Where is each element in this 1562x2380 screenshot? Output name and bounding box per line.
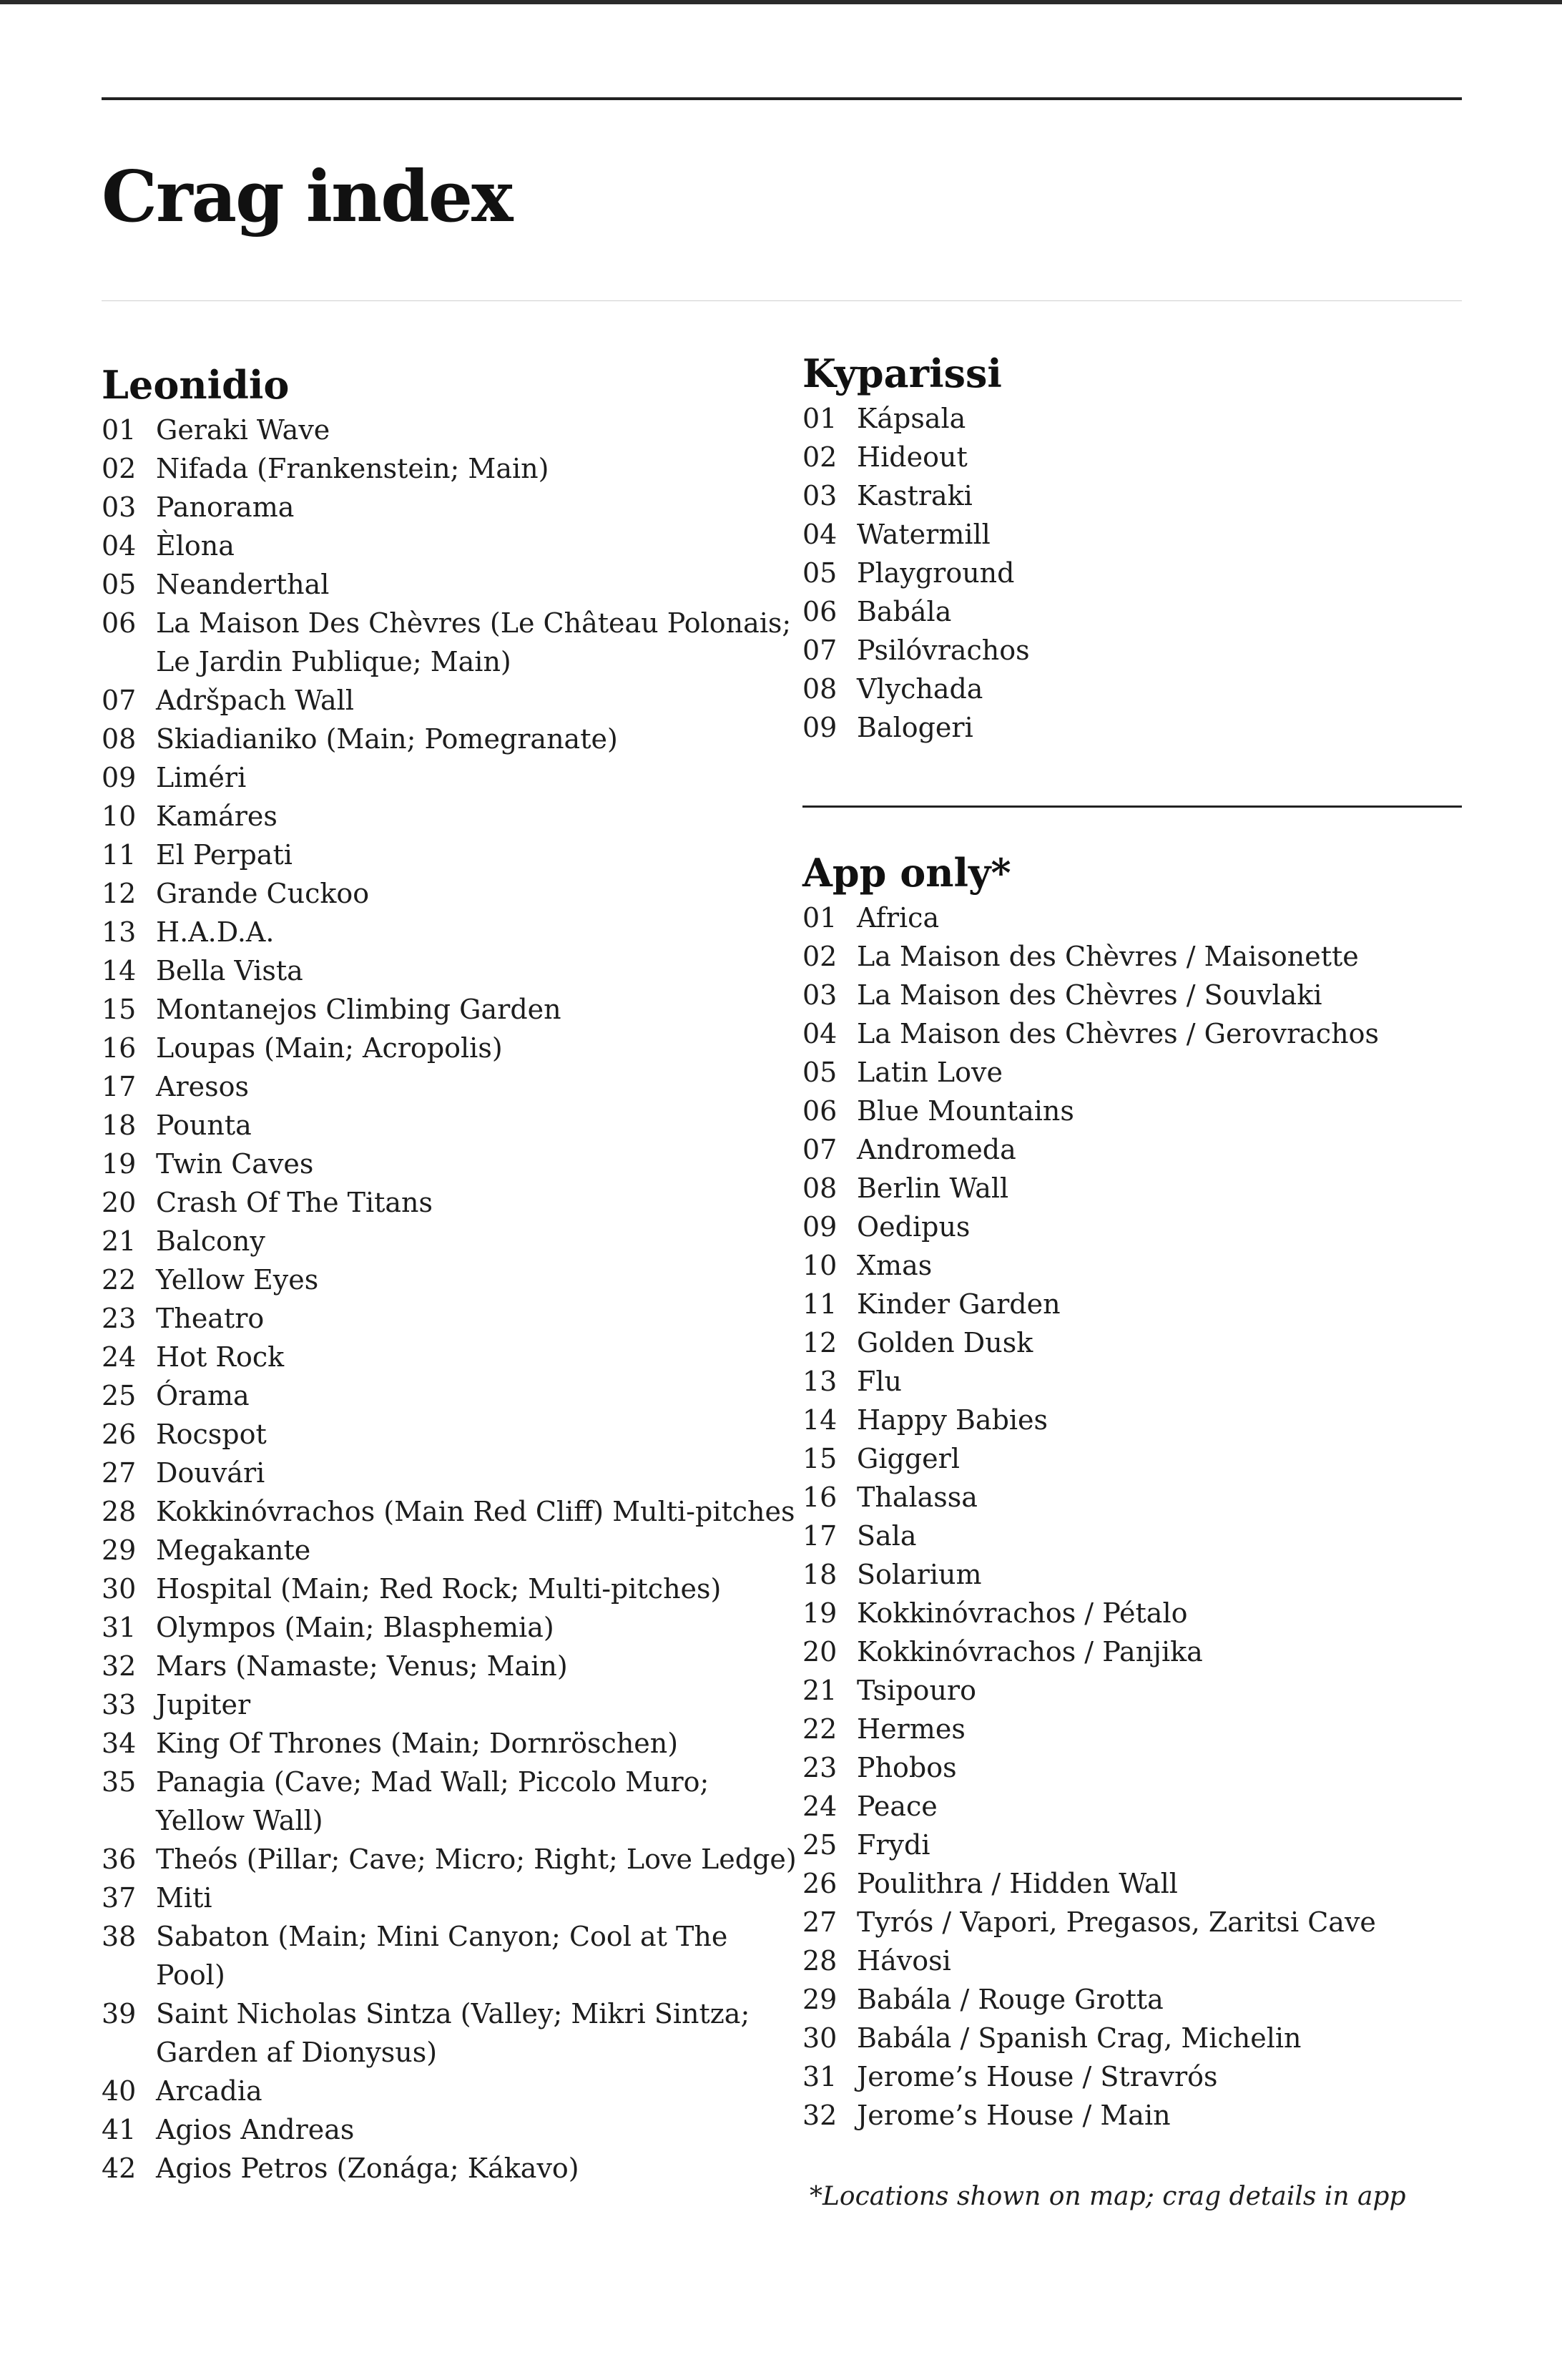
crag-number: 22 (102, 1264, 137, 1296)
crag-number: 41 (102, 2114, 137, 2145)
crag-name: Blue Mountains (857, 1095, 1074, 1127)
crag-number: 26 (102, 1419, 137, 1450)
crag-name: La Maison des Chèvres / Gerovrachos (857, 1018, 1379, 1049)
crag-name: Skiadianiko (Main; Pomegranate) (156, 723, 618, 755)
list-item (802, 1246, 1475, 1285)
crag-name: Mars (Namaste; Venus; Main) (156, 1650, 568, 1682)
crag-number: 13 (802, 1366, 838, 1397)
crag-name: Nifada (Frankenstein; Main) (156, 453, 549, 484)
page-edge (0, 0, 1562, 4)
list-item (802, 1903, 1475, 1941)
list-item (802, 1439, 1475, 1478)
list-item (102, 604, 802, 681)
list-item (102, 681, 802, 720)
list-item (102, 1724, 802, 1763)
crag-number: 04 (102, 530, 137, 562)
list-item (102, 1531, 802, 1569)
list-item (802, 554, 1475, 592)
list-item (802, 708, 1475, 747)
crag-number: 05 (802, 1057, 838, 1088)
crag-name: Frydi (857, 1829, 930, 1861)
crag-name: Babála / Spanish Crag, Michelin (857, 2022, 1302, 2054)
list-item (102, 874, 802, 913)
crag-name: Babála (857, 596, 952, 627)
crag-number: 21 (802, 1675, 838, 1706)
crag-name: Latin Love (857, 1057, 1003, 1088)
crag-name: Theatro (156, 1303, 265, 1334)
list-item (802, 1285, 1475, 1323)
crag-name: Happy Babies (857, 1404, 1048, 1436)
crag-number: 29 (102, 1534, 137, 1566)
list-item (102, 990, 802, 1029)
crag-number: 37 (102, 1882, 137, 1914)
crag-number: 19 (802, 1597, 838, 1629)
list-item (102, 1492, 802, 1531)
list-item (802, 1053, 1475, 1092)
list-item (102, 565, 802, 604)
list-item (102, 1106, 802, 1145)
crag-number: 21 (102, 1225, 137, 1257)
crag-number: 07 (802, 635, 838, 666)
crag-number: 15 (102, 994, 137, 1025)
crag-name: Douvári (156, 1457, 265, 1489)
crag-name: Babála / Rouge Grotta (857, 1984, 1164, 2015)
list-item (802, 476, 1475, 515)
crag-number: 32 (802, 2100, 838, 2131)
title-divider (102, 300, 1462, 301)
crag-name: Africa (857, 902, 940, 934)
list-item (802, 1169, 1475, 1208)
section-heading-kyparissi: Kyparissi (802, 351, 1002, 396)
list-item (102, 1145, 802, 1183)
crag-name: Hideout (857, 441, 968, 473)
crag-number: 24 (102, 1341, 137, 1373)
leonidio-section (102, 362, 802, 2188)
list-item (802, 898, 1475, 937)
list-item (102, 1917, 802, 1994)
list-item (102, 951, 802, 990)
list-item (102, 527, 802, 565)
crag-name: Èlona (156, 530, 235, 562)
crag-name: Watermill (857, 519, 991, 550)
crag-number: 25 (102, 1380, 137, 1411)
crag-list-leonidio (102, 411, 802, 2188)
crag-name: Miti (156, 1882, 212, 1914)
list-item (802, 1478, 1475, 1517)
crag-name: Tyrós / Vapori, Pregasos, Zaritsi Cave (857, 1906, 1376, 1938)
list-item (802, 1748, 1475, 1787)
list-item (102, 1647, 802, 1685)
crag-number: 02 (802, 441, 838, 473)
crag-number: 20 (102, 1187, 137, 1218)
crag-number: 16 (102, 1032, 137, 1064)
crag-number: 22 (802, 1713, 838, 1745)
crag-name: Arcadia (156, 2075, 262, 2107)
crag-name: King Of Thrones (Main; Dornröschen) (156, 1728, 679, 1759)
crag-name: Kinder Garden (857, 1288, 1061, 1320)
list-item (102, 2149, 802, 2188)
crag-name: La Maison des Chèvres / Maisonette (857, 941, 1359, 972)
list-item (102, 488, 802, 527)
list-item (802, 1671, 1475, 1710)
crag-number: 30 (802, 2022, 838, 2054)
crag-number: 05 (802, 557, 838, 589)
list-item (802, 592, 1475, 631)
crag-number: 12 (802, 1327, 838, 1358)
crag-number: 33 (102, 1689, 137, 1720)
crag-number: 01 (802, 403, 838, 434)
list-item (802, 1787, 1475, 1826)
crag-number: 27 (102, 1457, 137, 1489)
crag-number: 09 (802, 712, 838, 743)
crag-number: 09 (802, 1211, 838, 1243)
crag-name: Agios Petros (Zonága; Kákavo) (156, 2153, 579, 2184)
list-item (102, 720, 802, 758)
list-item (802, 631, 1475, 670)
crag-number: 31 (802, 2061, 838, 2092)
crag-number: 23 (802, 1752, 838, 1783)
app-only-section (802, 850, 1475, 2135)
page-title: Crag index (102, 156, 512, 238)
crag-number: 29 (802, 1984, 838, 2015)
list-item (802, 1864, 1475, 1903)
crag-number: 02 (102, 453, 137, 484)
crag-name: Flu (857, 1366, 902, 1397)
crag-number: 18 (102, 1110, 137, 1141)
crag-name: Peace (857, 1791, 938, 1822)
crag-name: Grande Cuckoo (156, 878, 370, 909)
crag-number: 36 (102, 1843, 137, 1875)
crag-number: 09 (102, 762, 137, 793)
crag-name: Hávosi (857, 1945, 951, 1977)
crag-number: 07 (802, 1134, 838, 1165)
crag-name: Berlin Wall (857, 1172, 1009, 1204)
crag-list-app-only (802, 898, 1475, 2135)
crag-name: Bella Vista (156, 955, 303, 986)
crag-number: 08 (802, 673, 838, 705)
list-item (802, 937, 1475, 976)
list-item (802, 1826, 1475, 1864)
list-item (102, 836, 802, 874)
footnote: *Locations shown on map; crag details in app (810, 2182, 1406, 2211)
list-item (102, 1067, 802, 1106)
crag-number: 11 (802, 1288, 838, 1320)
crag-name: Kápsala (857, 403, 966, 434)
crag-number: 01 (802, 902, 838, 934)
crag-name: Psilóvrachos (857, 635, 1030, 666)
crag-name: Agios Andreas (156, 2114, 355, 2145)
crag-number: 40 (102, 2075, 137, 2107)
crag-number: 03 (802, 480, 838, 511)
crag-name: Jupiter (156, 1689, 251, 1720)
crag-name: Montanejos Climbing Garden (156, 994, 561, 1025)
list-item (102, 1299, 802, 1338)
crag-number: 06 (802, 1095, 838, 1127)
crag-number: 25 (802, 1829, 838, 1861)
crag-number: 23 (102, 1303, 137, 1334)
crag-number: 02 (802, 941, 838, 972)
crag-number: 24 (802, 1791, 838, 1822)
crag-number: 08 (102, 723, 137, 755)
crag-name: H.A.D.A. (156, 916, 275, 948)
crag-number: 14 (802, 1404, 838, 1436)
crag-number: 04 (802, 519, 838, 550)
section-heading-leonidio: Leonidio (102, 362, 290, 408)
list-item (802, 515, 1475, 554)
crag-name: Andromeda (857, 1134, 1016, 1165)
crag-number: 17 (102, 1071, 137, 1102)
crag-number: 35 (102, 1766, 137, 1798)
crag-number: 18 (802, 1559, 838, 1590)
list-item (102, 797, 802, 836)
crag-number: 13 (102, 916, 137, 948)
crag-name: Aresos (156, 1071, 249, 1102)
list-item (102, 1569, 802, 1608)
crag-number: 28 (102, 1496, 137, 1527)
crag-name: Neanderthal (156, 569, 330, 600)
crag-name: Jerome’s House / Main (857, 2100, 1171, 2131)
list-item (802, 670, 1475, 708)
list-item (102, 449, 802, 488)
crag-number: 08 (802, 1172, 838, 1204)
list-item (102, 1183, 802, 1222)
crag-number: 31 (102, 1612, 137, 1643)
crag-name: El Perpati (156, 839, 293, 871)
list-item (102, 1994, 802, 2072)
crag-name: Balcony (156, 1225, 265, 1257)
list-item (802, 438, 1475, 476)
crag-name: Giggerl (857, 1443, 960, 1474)
list-item (802, 2096, 1475, 2135)
crag-name: Balogeri (857, 712, 973, 743)
crag-list-kyparissi (802, 399, 1475, 747)
crag-number: 06 (102, 607, 137, 639)
crag-number: 10 (802, 1250, 838, 1281)
crag-name: Playground (857, 557, 1015, 589)
crag-number: 04 (802, 1018, 838, 1049)
crag-name: Kamáres (156, 800, 277, 832)
crag-name: Tsipouro (857, 1675, 976, 1706)
crag-name: Poulithra / Hidden Wall (857, 1868, 1178, 1899)
crag-number: 17 (802, 1520, 838, 1552)
top-rule (102, 97, 1462, 100)
crag-name: Solarium (857, 1559, 982, 1590)
list-item (802, 399, 1475, 438)
list-item (802, 1362, 1475, 1401)
crag-number: 19 (102, 1148, 137, 1180)
crag-number: 05 (102, 569, 137, 600)
list-item (102, 1222, 802, 1260)
section-heading-app-only: App only* (802, 850, 1011, 896)
list-item (102, 1415, 802, 1454)
crag-name: Loupas (Main; Acropolis) (156, 1032, 503, 1064)
crag-name: Sabaton (Main; Mini Canyon; Cool at The Pool) (156, 1921, 728, 1991)
crag-name: Golden Dusk (857, 1327, 1033, 1358)
list-item (102, 2110, 802, 2149)
section-divider (802, 805, 1462, 808)
crag-name: La Maison Des Chèvres (Le Château Polonais; Le Jardin Publique; Main) (156, 607, 792, 677)
crag-name: Panorama (156, 491, 295, 523)
crag-number: 39 (102, 1998, 137, 2029)
crag-number: 27 (802, 1906, 838, 1938)
crag-name: Geraki Wave (156, 414, 330, 446)
crag-name: Vlychada (857, 673, 983, 705)
list-item (802, 1980, 1475, 2019)
crag-number: 30 (102, 1573, 137, 1605)
crag-number: 07 (102, 685, 137, 716)
list-item (102, 1879, 802, 1917)
crag-number: 34 (102, 1728, 137, 1759)
list-item (802, 1941, 1475, 1980)
kyparissi-section (802, 351, 1475, 747)
crag-name: Olympos (Main; Blasphemia) (156, 1612, 554, 1643)
list-item (102, 1840, 802, 1879)
crag-name: Hospital (Main; Red Rock; Multi-pitches) (156, 1573, 722, 1605)
crag-name: Kastraki (857, 480, 973, 511)
list-item (102, 913, 802, 951)
list-item (802, 1208, 1475, 1246)
crag-number: 01 (102, 414, 137, 446)
crag-name: Panagia (Cave; Mad Wall; Piccolo Muro; Yellow Wall) (156, 1766, 709, 1836)
crag-number: 03 (102, 491, 137, 523)
list-item (802, 2019, 1475, 2057)
list-item (802, 2057, 1475, 2096)
crag-number: 12 (102, 878, 137, 909)
list-item (102, 1763, 802, 1840)
list-item (102, 411, 802, 449)
crag-name: La Maison des Chèvres / Souvlaki (857, 979, 1322, 1011)
crag-name: Hermes (857, 1713, 966, 1745)
crag-name: Xmas (857, 1250, 933, 1281)
crag-name: Pounta (156, 1110, 252, 1141)
list-item (802, 1594, 1475, 1632)
crag-name: Kokkinóvrachos / Pétalo (857, 1597, 1188, 1629)
crag-number: 14 (102, 955, 137, 986)
crag-number: 10 (102, 800, 137, 832)
crag-name: Hot Rock (156, 1341, 285, 1373)
list-item (102, 1608, 802, 1647)
list-item (802, 1710, 1475, 1748)
list-item (802, 976, 1475, 1014)
list-item (802, 1014, 1475, 1053)
list-item (102, 1260, 802, 1299)
crag-name: Theós (Pillar; Cave; Micro; Right; Love Ledge) (156, 1843, 797, 1875)
crag-number: 15 (802, 1443, 838, 1474)
crag-number: 32 (102, 1650, 137, 1682)
crag-number: 06 (802, 596, 838, 627)
crag-name: Rocspot (156, 1419, 267, 1450)
crag-number: 11 (102, 839, 137, 871)
list-item (802, 1092, 1475, 1130)
crag-number: 28 (802, 1945, 838, 1977)
list-item (802, 1517, 1475, 1555)
list-item (102, 1029, 802, 1067)
crag-name: Sala (857, 1520, 917, 1552)
list-item (802, 1555, 1475, 1594)
list-item (802, 1323, 1475, 1362)
crag-name: Kokkinóvrachos / Panjika (857, 1636, 1203, 1668)
crag-name: Adršpach Wall (156, 685, 354, 716)
crag-name: Phobos (857, 1752, 957, 1783)
crag-name: Thalassa (857, 1482, 978, 1513)
crag-name: Jerome’s House / Stravrós (857, 2061, 1218, 2092)
crag-number: 20 (802, 1636, 838, 1668)
list-item (102, 1376, 802, 1415)
list-item (102, 1338, 802, 1376)
crag-name: Kokkinóvrachos (Main Red Cliff) Multi-pitches (156, 1496, 795, 1527)
crag-name: Liméri (156, 762, 247, 793)
list-item (102, 2072, 802, 2110)
crag-name: Twin Caves (156, 1148, 314, 1180)
crag-name: Oedipus (857, 1211, 971, 1243)
list-item (802, 1130, 1475, 1169)
crag-number: 16 (802, 1482, 838, 1513)
list-item (802, 1401, 1475, 1439)
crag-number: 42 (102, 2153, 137, 2184)
list-item (102, 1454, 802, 1492)
crag-name: Saint Nicholas Sintza (Valley; Mikri Sintza; Garden af Dionysus) (156, 1998, 750, 2068)
crag-number: 03 (802, 979, 838, 1011)
crag-number: 38 (102, 1921, 137, 1952)
crag-name: Crash Of The Titans (156, 1187, 433, 1218)
crag-name: Órama (156, 1380, 250, 1411)
list-item (802, 1632, 1475, 1671)
list-item (102, 1685, 802, 1724)
crag-number: 26 (802, 1868, 838, 1899)
crag-name: Megakante (156, 1534, 311, 1566)
list-item (102, 758, 802, 797)
crag-name: Yellow Eyes (156, 1264, 319, 1296)
